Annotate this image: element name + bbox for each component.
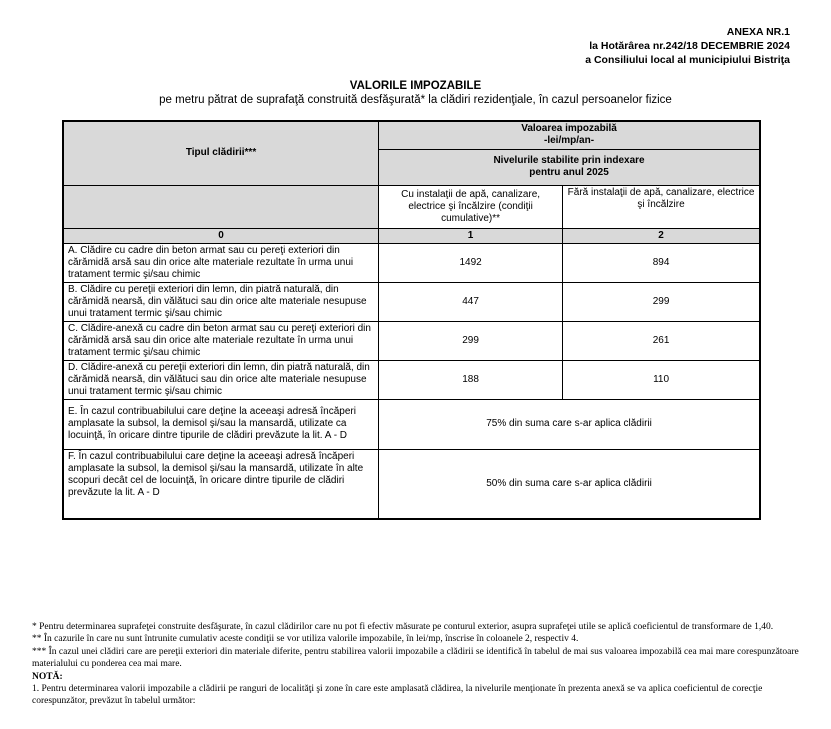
table-row (63, 449, 760, 519)
row-b-value-with-utilities: 447 (379, 282, 563, 321)
annex-number: ANEXA NR.1 (726, 26, 790, 38)
note-label: NOTĂ: (32, 671, 63, 682)
footnotes (32, 621, 800, 708)
tax-values-table (62, 120, 761, 520)
row-c-description: C. Clădire-anexă cu cadre din beton armat sau cu pereţi exteriori din cărămidă arsă sau din orice alte materiale rezultate în urma unui tratament termic şi/sau chimic (63, 321, 379, 360)
header-indexed-levels-line1: Nivelurile stabilite prin indexare (493, 155, 645, 166)
row-e-value: 75% din suma care s-ar aplica clădirii (379, 399, 760, 449)
annex-council: a Consiliului local al municipiului Bistriţa (585, 54, 790, 66)
title-sub: pe metru pătrat de suprafaţă construită desfăşurată* la clădiri rezidenţiale, în cazul persoanelor fizice (159, 94, 672, 106)
row-e-description: E. În cazul contribuabilului care deţine la aceeaşi adresă încăperi amplasate la subsol, la demisol şi/sau la mansardă, utilizate ca locuinţă, în oricare dintre tipurile de clădiri prevăzute la lit. A - D (63, 399, 379, 449)
col-number-0: 0 (63, 228, 379, 243)
row-a-value-without-utilities: 894 (563, 243, 760, 282)
table-row (63, 360, 760, 399)
annex-header (585, 25, 790, 67)
row-d-value-with-utilities: 188 (379, 360, 563, 399)
row-f-value: 50% din suma care s-ar aplica clădirii (379, 449, 760, 519)
row-d-value-without-utilities: 110 (563, 360, 760, 399)
row-b-value-without-utilities: 299 (563, 282, 760, 321)
row-c-value-without-utilities: 261 (563, 321, 760, 360)
col-number-2: 2 (563, 228, 760, 243)
footnote-3: *** În cazul unei clădiri care are pereţii exteriori din materiale diferite, pentru stabilirea valorii impozabile a clădirii se identifică în tabelul de mai sus valoarea impozabilă cea mai mare corespunzătoare materialului cu ponderea cea mai mare. (32, 646, 799, 670)
header-with-utilities: Cu instalaţii de apă, canalizare, electrice şi încălzire (condiţii cumulative)** (379, 185, 563, 228)
row-b-description: B. Clădire cu pereţii exteriori din lemn, din piatră naturală, din cărămidă nearsă, din vălătuci sau din orice alte materiale nesupuse unui tratament termic şi/sau chimic (63, 282, 379, 321)
header-building-type: Tipul clădirii*** (63, 121, 379, 185)
note-1: 1. Pentru determinarea valorii impozabile a clădirii pe ranguri de localităţi şi zone în care este amplasată clădirea, la nivelurile menţionate în prezenta anexă se va aplica coeficientul de corecţie corespunzător, prevăzut în tabelul următor: (32, 684, 763, 707)
table-row (63, 243, 760, 282)
table-row (63, 321, 760, 360)
col-number-1: 1 (379, 228, 563, 243)
footnote-1: * Pentru determinarea suprafeţei construite desfăşurate, în cazul clădirilor care nu pot fi efectiv măsurate pe conturul exterior, asupra suprafeţei utile se aplică coeficientul de transformare de 1,40. (32, 622, 774, 632)
header-indexed-levels (379, 149, 760, 185)
row-a-description: A. Clădire cu cadre din beton armat sau cu pereţi exteriori din cărămidă arsă sau din orice alte materiale rezultate în urma unui tratament termic şi/sau chimic (63, 243, 379, 282)
table-row (63, 399, 760, 449)
document-title (0, 79, 831, 107)
row-d-description: D. Clădire-anexă cu pereţii exteriori din lemn, din piatră naturală, din cărămidă nearsă, din vălătuci sau din orice alte materiale nesupuse unui tratament termic şi/sau chimic (63, 360, 379, 399)
table-row (63, 282, 760, 321)
header-taxable-value (379, 121, 760, 149)
row-a-value-with-utilities: 1492 (379, 243, 563, 282)
footnote-2: ** În cazurile în care nu sunt întrunite cumulativ aceste condiţii se vor utiliza valorile impozabile, în lei/mp, înscrise în coloanele 2, respectiv 4. (32, 634, 579, 645)
annex-decision: la Hotărârea nr.242/18 DECEMBRIE 2024 (589, 40, 790, 52)
header-empty-cell (63, 185, 379, 228)
row-c-value-with-utilities: 299 (379, 321, 563, 360)
header-without-utilities: Fără instalaţii de apă, canalizare, electrice şi încălzire (563, 185, 760, 228)
header-taxable-value-unit: -lei/mp/an- (544, 135, 595, 147)
header-indexed-levels-line2: pentru anul 2025 (529, 167, 609, 178)
row-f-description: F. În cazul contribuabilului care deţine la aceeaşi adresă încăperi amplasate la subsol, la demisol şi/sau la mansardă, utilizate în alte scopuri decât cel de locuinţă, în oricare dintre tipurile de clădiri prevăzute la lit. A - D (63, 449, 379, 519)
header-taxable-value-label: Valoarea impozabilă (521, 123, 617, 135)
title-main: VALORILE IMPOZABILE (349, 80, 482, 92)
